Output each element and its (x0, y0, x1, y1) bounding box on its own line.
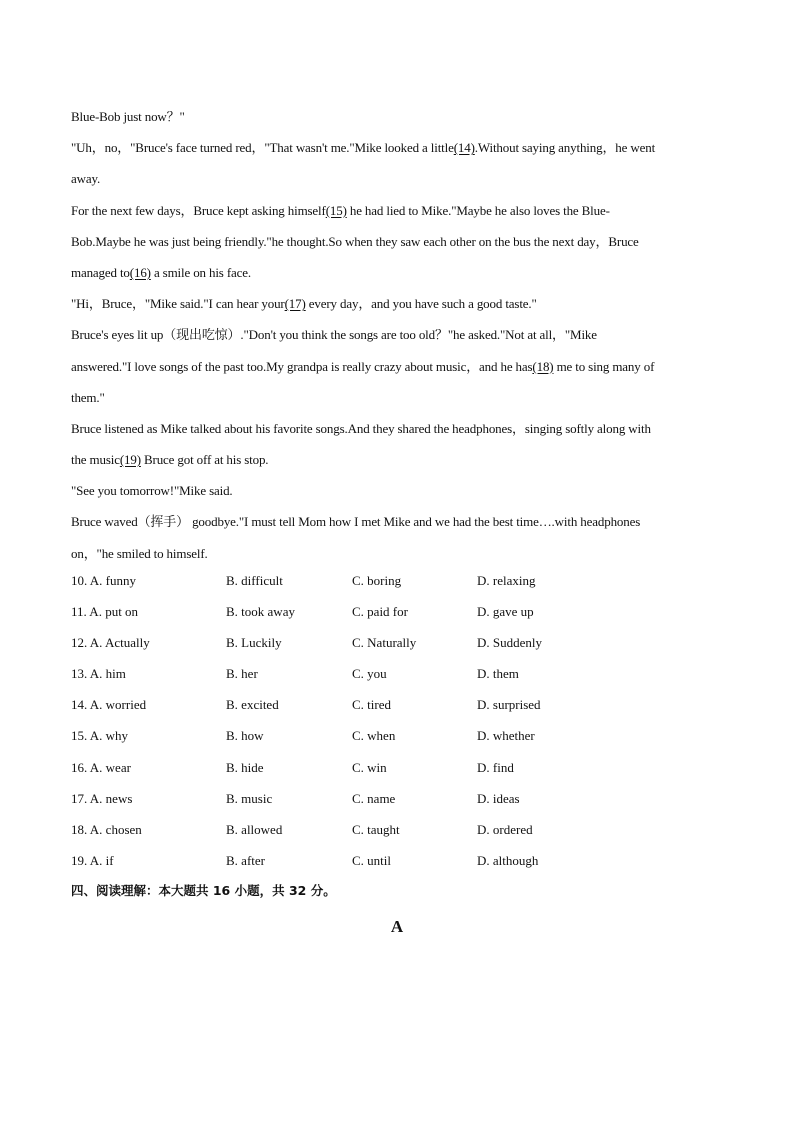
option-a: 15. A. why (71, 728, 129, 744)
option-a: 19. A. if (71, 852, 114, 868)
option-c: C. paid for (352, 604, 408, 620)
passage-text: managed to (71, 264, 130, 280)
option-d: D. gave up (477, 604, 534, 620)
passage-text: them." (71, 389, 105, 405)
passage-text: me to sing many of (553, 358, 655, 374)
option-a: 11. A. put on (71, 604, 139, 620)
blank-number: (18) (532, 358, 554, 374)
passage-line (71, 288, 723, 319)
passage-line (71, 101, 723, 132)
cloze-passage (71, 101, 723, 569)
option-d: D. relaxing (477, 573, 536, 588)
option-b: B. Luckily (226, 635, 282, 651)
option-c: C. name (352, 790, 396, 806)
passage-line (71, 351, 723, 382)
passage-line (71, 132, 723, 163)
passage-text: on，"he smiled to himself. (71, 545, 208, 561)
option-b: B. hide (226, 759, 264, 775)
passage-line (71, 506, 723, 537)
option-b: B. took away (226, 604, 295, 620)
option-c: C. win (352, 759, 387, 775)
option-c: C. Naturally (352, 635, 417, 651)
passage-text: every day，and you have such a good taste." (305, 296, 537, 312)
option-b: B. allowed (226, 821, 283, 837)
option-c: C. taught (352, 821, 400, 837)
option-d: D. ideas (477, 790, 520, 806)
option-b: B. excited (226, 697, 279, 713)
passage-text: "Uh，no，"Bruce's face turned red，"That wasn't me."Mike looked a little (71, 140, 454, 156)
passage-line (71, 257, 723, 288)
option-c: C. boring (352, 573, 402, 588)
option-c: C. tired (352, 697, 391, 713)
question-options-row (71, 752, 723, 783)
blank-number: (14) (453, 140, 475, 156)
option-a: 12. A. Actually (71, 635, 150, 651)
passage-text: away. (71, 171, 101, 187)
passage-text: Bruce waved（挥手） goodbye."I must tell Mom how I met Mike and we had the best time….with headphones (71, 514, 641, 530)
option-d: D. whether (477, 728, 535, 744)
passage-text: Blue-Bob just now？" (71, 109, 185, 124)
section-heading: 四、阅读理解：本大题共 16 小题，共 32 分。 (71, 883, 336, 898)
part-letter: A (390, 917, 404, 936)
passage-text: Bob.Maybe he was just being friendly."he thought.So when they saw each other on the bus the next day，Bruce (71, 233, 639, 249)
option-d: D. although (477, 852, 539, 868)
option-d: D. Suddenly (477, 635, 542, 651)
question-options-row (71, 720, 723, 751)
passage-text: Bruce got off at his stop. (140, 452, 269, 468)
option-d: D. surprised (477, 697, 541, 713)
passage-text: a smile on his face. (150, 264, 251, 280)
option-a: 10. A. funny (71, 573, 136, 588)
passage-text: For the next few days，Bruce kept asking himself (71, 202, 326, 218)
passage-text: answered."I love songs of the past too.My grandpa is really crazy about music，and he has (71, 358, 533, 374)
option-d: D. them (477, 666, 519, 682)
passage-text: Bruce listened as Mike talked about his favorite songs.And they shared the headphones，singing softly along with (71, 420, 651, 436)
question-options-row (71, 658, 723, 689)
question-options-row (71, 596, 723, 627)
option-a: 14. A. worried (71, 697, 147, 713)
passage-text: .Without saying anything，he went (474, 140, 656, 156)
option-c: C. when (352, 728, 396, 744)
passage-line (71, 382, 723, 413)
question-options-row (71, 845, 723, 876)
passage-text: "Hi，Bruce，"Mike said."I can hear your (71, 296, 285, 312)
option-b: B. music (226, 790, 273, 806)
passage-line (71, 475, 723, 506)
option-a: 13. A. him (71, 666, 126, 682)
blank-number: (17) (284, 296, 306, 312)
passage-line (71, 195, 723, 226)
blank-number: (19) (119, 452, 141, 468)
question-options-row (71, 565, 723, 596)
option-b: B. after (226, 852, 265, 868)
blank-number: (16) (129, 264, 151, 280)
passage-line (71, 319, 723, 350)
passage-text: "See you tomorrow!"Mike said. (71, 483, 233, 499)
question-options-row (71, 783, 723, 814)
option-c: C. until (352, 852, 392, 868)
passage-line (71, 163, 723, 194)
passage-text: Bruce's eyes lit up（现出吃惊）."Don't you think the songs are too old？"he asked."Not at all，"Mike (71, 327, 597, 343)
answer-options (71, 565, 723, 876)
option-a: 17. A. news (71, 790, 133, 806)
option-b: B. difficult (226, 573, 283, 588)
option-b: B. her (226, 666, 258, 682)
option-d: D. ordered (477, 821, 533, 837)
option-d: D. find (477, 759, 514, 775)
question-options-row (71, 689, 723, 720)
option-c: C. you (352, 666, 387, 682)
passage-text: the music (71, 452, 120, 468)
passage-line (71, 444, 723, 475)
passage-text: he had lied to Mike."Maybe he also loves the Blue- (346, 202, 610, 218)
blank-number: (15) (325, 202, 347, 218)
option-a: 18. A. chosen (71, 821, 142, 837)
question-options-row (71, 814, 723, 845)
option-a: 16. A. wear (71, 759, 131, 775)
passage-line (71, 226, 723, 257)
passage-line (71, 413, 723, 444)
option-b: B. how (226, 728, 264, 744)
question-options-row (71, 627, 723, 658)
